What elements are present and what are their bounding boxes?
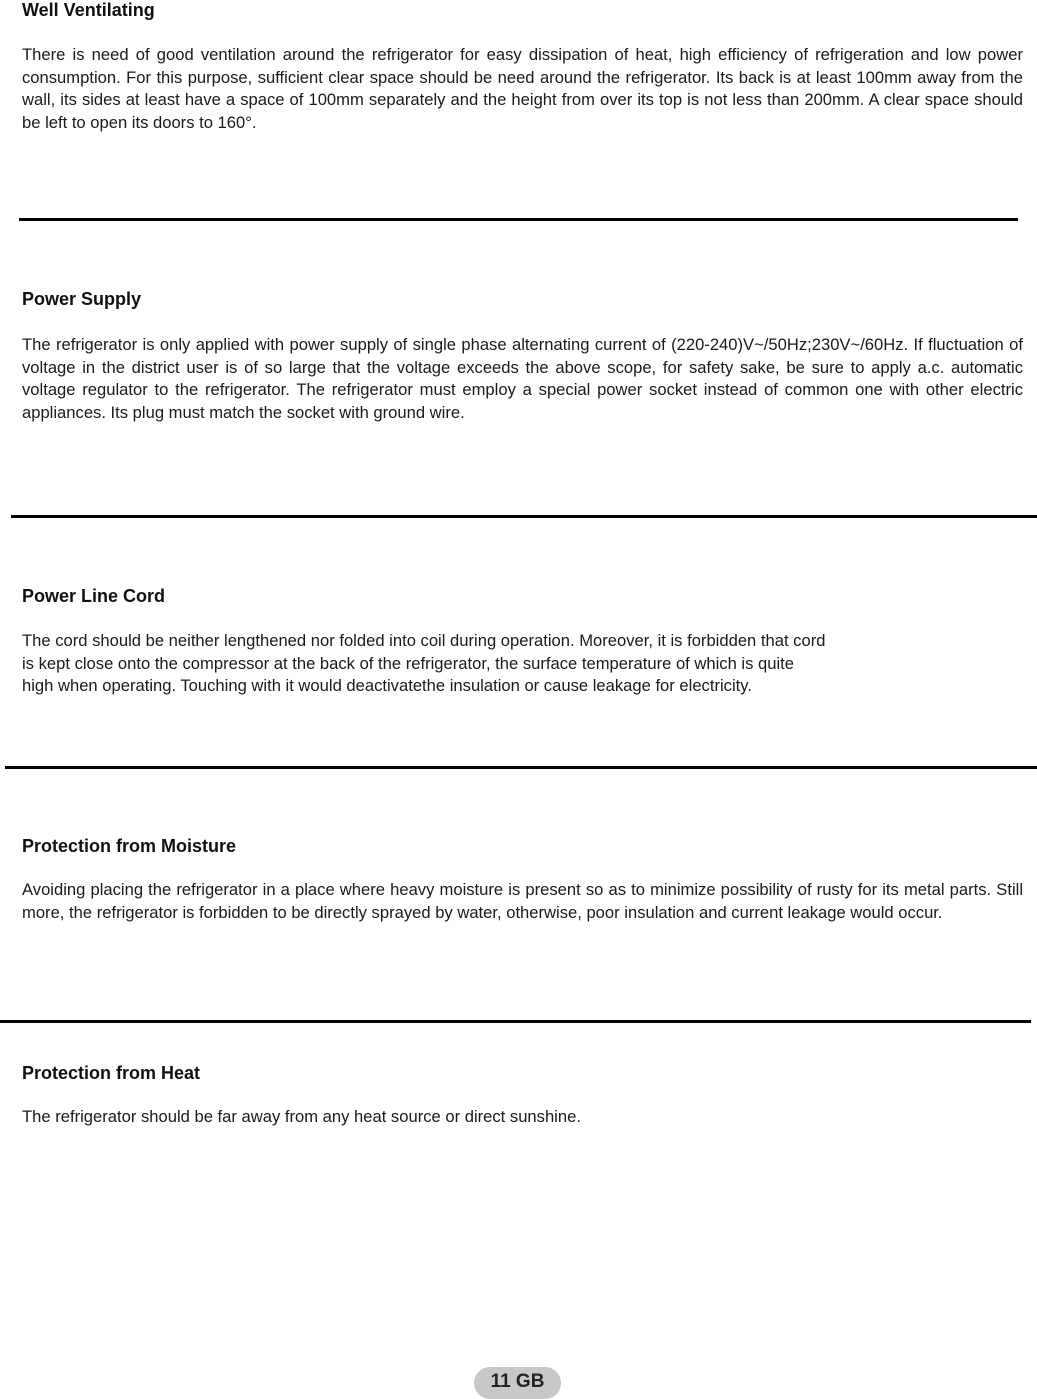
section-body-line: high when operating. Touching with it would deactivatethe insulation or cause leakage for electricity. [22, 676, 752, 696]
section-protection-moisture [22, 836, 1023, 924]
section-protection-heat [22, 1063, 1023, 1129]
section-body: There is need of good ventilation around the refrigerator for easy dissipation of heat, high efficiency of refrigeration and low power consumption. For this purpose, sufficient clear space should be need around the refrigerator. Its back is at least 100mm away from the wall, its sides at least have a space of 100mm separately and the height from over its top is not less than 200mm. A clear space should be left to open its doors to 160°. [22, 45, 1023, 133]
section-heading: Protection from Moisture [22, 836, 237, 856]
section-heading: Protection from Heat [22, 1063, 201, 1083]
section-divider [11, 515, 1037, 518]
section-divider [5, 766, 1037, 769]
section-heading: Well Ventilating [22, 0, 155, 20]
section-heading: Power Line Cord [22, 586, 166, 606]
section-body: The refrigerator is only applied with power supply of single phase alternating current of (220-240)V~/50Hz;230V~/60Hz. If fluctuation of voltage in the district user is of so large that the voltage exceeds the above scope, for safety sake, be sure to apply a.c. automatic voltage regulator to the refrigerator. The refrigerator must employ a special power socket instead of common one with other electric appliances. Its plug must match the socket with ground wire. [22, 335, 1023, 423]
section-divider [0, 1020, 1031, 1023]
section-body: Avoiding placing the refrigerator in a place where heavy moisture is present so as to minimize possibility of rusty for its metal parts. Still more, the refrigerator is forbidden to be directly sprayed by water, otherwise, poor insulation and current leakage would occur. [22, 880, 1023, 922]
section-well-ventilating [22, 0, 1023, 135]
section-power-supply [22, 289, 1023, 425]
section-body-line: The cord should be neither lengthened nor folded into coil during operation. Moreover, it is forbidden that cord [22, 631, 826, 650]
section-divider [19, 218, 1018, 221]
section-body [22, 630, 1023, 698]
section-body: The refrigerator should be far away from any heat source or direct sunshine. [22, 1107, 581, 1126]
section-power-line-cord [22, 586, 1023, 698]
section-heading: Power Supply [22, 289, 142, 309]
section-body-line: is kept close onto the compressor at the back of the refrigerator, the surface temperature of which is quite [22, 653, 795, 673]
page-number-badge: 11 GB [474, 1367, 561, 1399]
